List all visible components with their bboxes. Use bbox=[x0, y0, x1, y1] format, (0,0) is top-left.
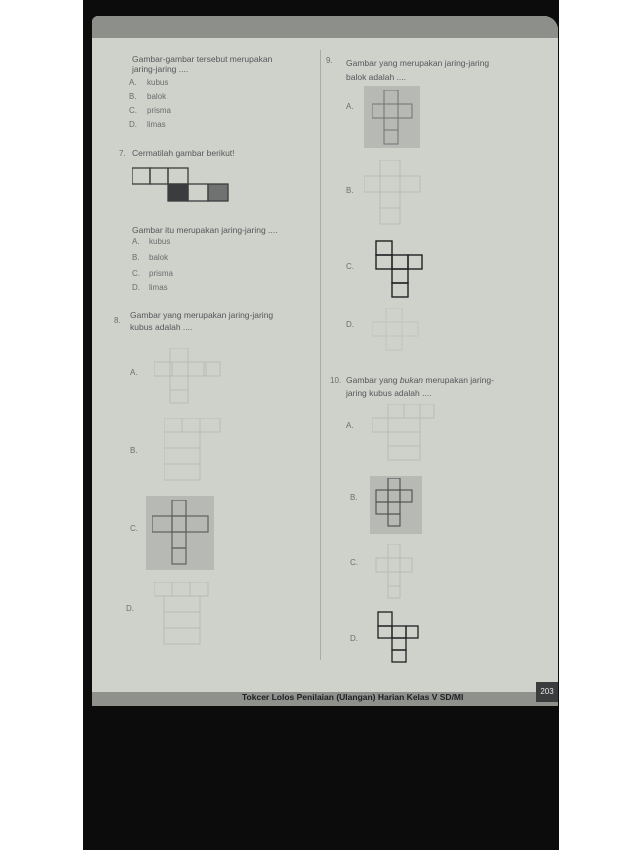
q10-option-c-net bbox=[374, 544, 418, 600]
q7-number: 7. bbox=[119, 149, 126, 158]
q8-option-a-net bbox=[154, 348, 222, 404]
q6-option-c-letter: C. bbox=[129, 106, 137, 115]
q10-option-b-net bbox=[374, 478, 418, 532]
q8-stem-line1: Gambar yang merupakan jaring-jaring bbox=[130, 310, 274, 320]
q9-option-c-net bbox=[374, 240, 426, 300]
q8-stem-line2: kubus adalah .... bbox=[130, 322, 193, 332]
q7-option-b-text: balok bbox=[149, 253, 169, 262]
q8-option-d-letter: D. bbox=[126, 604, 134, 613]
q8-option-a-letter: A. bbox=[130, 368, 138, 377]
q7-after-text: Gambar itu merupakan jaring-jaring .... bbox=[132, 225, 278, 235]
q10-stem-emphasis: bukan bbox=[399, 375, 424, 385]
q7-option-d-letter: D. bbox=[132, 283, 140, 292]
worksheet-page bbox=[92, 16, 558, 706]
q6-option-a-text: kubus bbox=[147, 78, 169, 87]
q7-net-figure bbox=[132, 166, 232, 206]
q9-stem-line1: Gambar yang merupakan jaring-jaring bbox=[346, 58, 490, 68]
q10-option-d-net bbox=[376, 610, 420, 666]
q7-option-c-text: prisma bbox=[149, 269, 174, 278]
q9-option-d-letter: D. bbox=[346, 320, 354, 329]
q7-option-b-letter: B. bbox=[132, 253, 140, 262]
q8-option-b-net bbox=[164, 418, 224, 482]
q9-option-b-letter: B. bbox=[346, 186, 354, 195]
column-divider bbox=[320, 50, 321, 660]
q9-option-a-net bbox=[372, 90, 416, 146]
q7-option-c-letter: C. bbox=[132, 269, 140, 278]
page-number: 203 bbox=[536, 682, 558, 702]
q9-number: 9. bbox=[326, 56, 333, 65]
q8-number: 8. bbox=[114, 316, 121, 325]
q6-option-a-letter: A. bbox=[129, 78, 137, 87]
q10-stem-line2: jaring kubus adalah .... bbox=[346, 388, 432, 398]
q10-option-c-letter: C. bbox=[350, 558, 358, 567]
q6-stem-line2: jaring-jaring .... bbox=[132, 64, 189, 74]
q6-stem-line1: Gambar-gambar tersebut merupakan bbox=[132, 54, 273, 64]
q7-stem: Cermatilah gambar berikut! bbox=[132, 148, 235, 158]
q6-option-b-letter: B. bbox=[129, 92, 137, 101]
q9-stem-line2: balok adalah .... bbox=[346, 72, 407, 82]
q10-stem-part1: Gambar yang bbox=[346, 375, 400, 385]
q8-option-c-letter: C. bbox=[130, 524, 138, 533]
q7-option-d-text: limas bbox=[149, 283, 168, 292]
q7-option-a-letter: A. bbox=[132, 237, 140, 246]
q6-option-b-text: balok bbox=[147, 92, 167, 101]
q10-stem-part3: merupakan jaring- bbox=[423, 375, 494, 385]
q10-option-b-letter: B. bbox=[350, 493, 358, 502]
q8-option-d-net bbox=[154, 582, 214, 652]
q9-option-a-letter: A. bbox=[346, 102, 354, 111]
q10-option-a-letter: A. bbox=[346, 421, 354, 430]
q9-option-d-net bbox=[372, 308, 424, 358]
q8-option-c-net bbox=[152, 500, 212, 568]
q10-number: 10. bbox=[330, 376, 342, 385]
q6-option-d-letter: D. bbox=[129, 120, 137, 129]
q9-option-c-letter: C. bbox=[346, 262, 354, 271]
q9-option-b-net bbox=[364, 160, 424, 226]
q7-option-a-text: kubus bbox=[149, 237, 171, 246]
q10-option-a-net bbox=[372, 404, 436, 464]
q8-option-b-letter: B. bbox=[130, 446, 138, 455]
q6-option-d-text: limas bbox=[147, 120, 166, 129]
q6-option-c-text: prisma bbox=[147, 106, 172, 115]
page-top-shadow bbox=[92, 16, 558, 38]
q10-stem-line1 bbox=[346, 375, 494, 385]
footer-book-title: Tokcer Lolos Penilaian (Ulangan) Harian Kelas V SD/MI bbox=[242, 692, 464, 702]
q10-option-d-letter: D. bbox=[350, 634, 358, 643]
